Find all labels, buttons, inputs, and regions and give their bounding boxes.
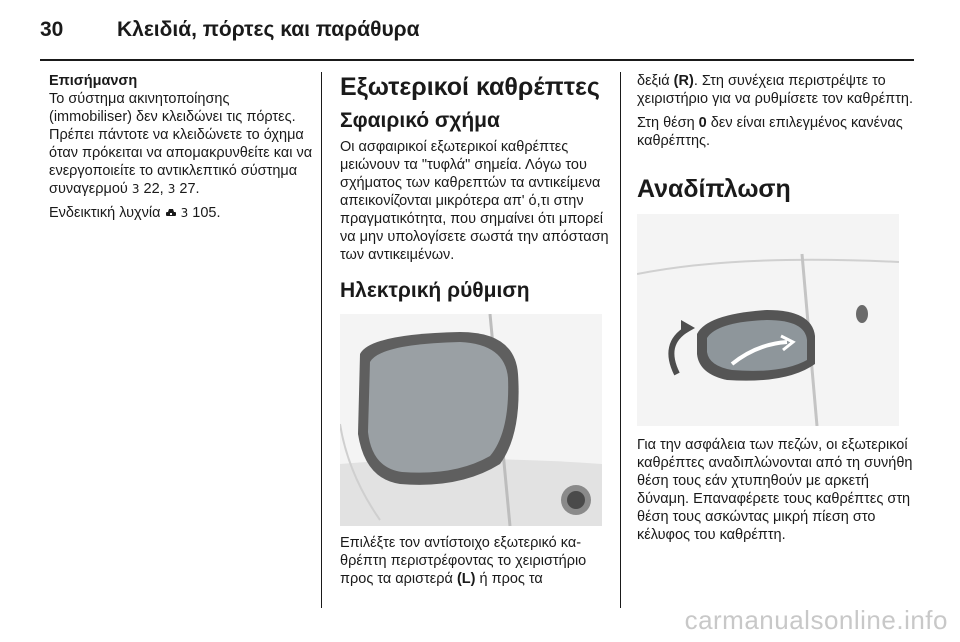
note-paragraph bbox=[49, 72, 314, 198]
folding-heading: Αναδίπλωση bbox=[637, 175, 791, 203]
mirror-fold-illustration bbox=[637, 214, 899, 426]
subsection-heading-electric: Ηλεκτρική ρύθμιση bbox=[340, 279, 530, 302]
position-paragraph bbox=[637, 114, 913, 150]
electric-text-a: Επιλέξτε τον αντίστοιχο εξωτερικό καθρέπτη περιστρέφοντας το χειριστήριο προς τα αριστερά bbox=[340, 535, 587, 587]
lamp-paragraph bbox=[49, 204, 314, 222]
page-number: 30 bbox=[40, 18, 64, 41]
page-ref-27[interactable]: 27. bbox=[179, 181, 200, 197]
note-label: Επισήμανση bbox=[49, 73, 138, 89]
column-divider bbox=[321, 72, 322, 608]
watermark: carmanualsonline.info bbox=[684, 605, 948, 635]
column-3 bbox=[637, 72, 913, 550]
column-divider bbox=[620, 72, 621, 608]
pos-text-b: δεν είναι επιλεγμένος κανένας καθρέπτης. bbox=[637, 115, 903, 149]
column-2 bbox=[340, 72, 610, 594]
mirror-fold-figure bbox=[637, 214, 899, 426]
continued-paragraph bbox=[637, 72, 913, 108]
page-header bbox=[0, 0, 960, 60]
page-ref-22[interactable]: 22, bbox=[143, 181, 164, 197]
page-ref-105[interactable]: 105. bbox=[192, 205, 221, 221]
electric-paragraph bbox=[340, 534, 610, 588]
cont-text-a: δεξιά bbox=[637, 73, 670, 89]
pos-text-a: Στη θέση bbox=[637, 115, 695, 131]
page-title: Κλειδιά, πόρτες και παράθυρα bbox=[117, 18, 420, 41]
key-l: (L) bbox=[456, 571, 476, 587]
mirror-adjust-figure bbox=[340, 314, 602, 526]
folding-paragraph: Για την ασφάλεια των πεζών, οι εξωτερικοί καθρέπτες αναδιπλώνονται από τη συνήθη θέση τους εάν χτυπηθούν με αρκετή δύναμη. Επαναφέρετε τους καθρέπτες στη θέση τους ασκώντας μικρή πίεση στο κέλυφος του καθρέπτη. bbox=[637, 437, 913, 543]
spherical-paragraph: Οι ασφαιρικοί εξωτερικοί καθρέπτες μειώνουν τα "τυφλά" σημεία. Λόγω του σχήματος των καθρεπτών τα αντικείμενα απεικονίζονται μικρότερα απ' ό,τι στην πραγματικότητα, που σημαίνει ότι μπορεί να μην υπολογίσετε σωστά την απόσταση των αντικειμένων. bbox=[340, 139, 609, 263]
page-ref-icon: 3 bbox=[167, 182, 176, 196]
lamp-text: Ενδεικτική λυχνία bbox=[49, 205, 161, 221]
key-r: (R) bbox=[673, 73, 694, 89]
subsection-heading-spherical: Σφαιρικό σχήμα bbox=[340, 109, 500, 132]
note-text: Το σύστημα ακινητοποίησης (immobiliser) δεν κλειδώνει τις πόρτες. Πρέπει πάντοτε να κλειδώνετε το όχημα όταν πρόκειται να απομακρυνθείτε και να ενεργοποιείτε το αντικλεπτικό σύστημα συναγερμού bbox=[49, 91, 313, 197]
cont-text-b: . Στη συνέχεια περιστρέψτε το χειριστήριο για να ρυθμίσετε τον καθρέπτη. bbox=[637, 73, 913, 107]
pos-zero: 0 bbox=[698, 115, 707, 131]
electric-text-b: ή προς τα bbox=[479, 571, 543, 587]
column-1 bbox=[49, 72, 314, 228]
lock-car-icon bbox=[165, 207, 177, 218]
page-ref-icon: 3 bbox=[180, 206, 189, 220]
page-ref-icon: 3 bbox=[131, 182, 140, 196]
mirror-adjust-illustration bbox=[340, 314, 602, 526]
section-heading: Εξωτερικοί καθρέπτες bbox=[340, 73, 600, 101]
header-rule bbox=[40, 59, 914, 61]
